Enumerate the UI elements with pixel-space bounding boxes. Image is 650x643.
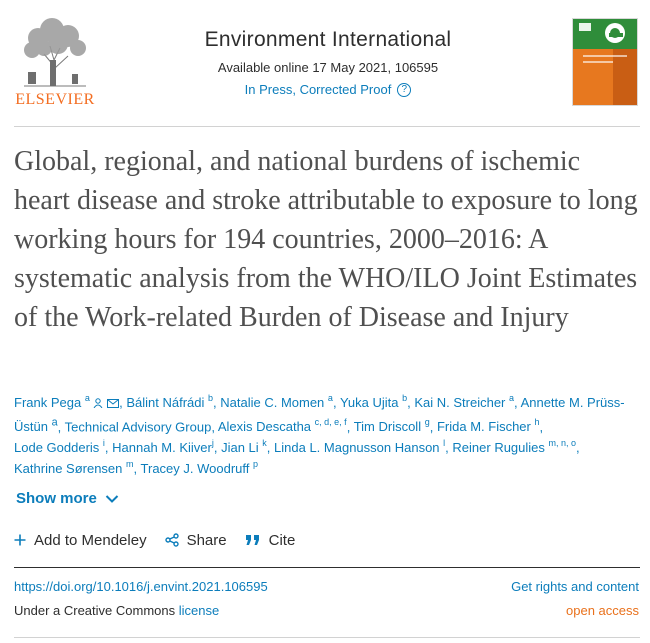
plus-icon (14, 534, 26, 546)
available-online-date: Available online 17 May 2021, 106595 (217, 60, 439, 75)
share-button[interactable] (165, 532, 227, 549)
show-more-button[interactable] (16, 490, 119, 507)
author-link[interactable]: Natalie C. Momen $^a$ (220, 392, 333, 410)
author-link[interactable]: Tim Driscoll $^g$ (353, 417, 430, 435)
share-label: Share (186, 531, 227, 549)
journal-name-link[interactable]: Environment International (204, 28, 452, 51)
author-link[interactable]: Alexis Descatha $^{c, d, e, f}$ (217, 417, 347, 435)
actions-divider (14, 567, 640, 568)
footer-divider (14, 637, 640, 638)
author-list: Frank Pega $^a$ , Bálint Náfrádi $^b$, Natalie C. Momen $^a$, Yuka Ujita $^b$, Kai N. Streicher $^a$, Annette M. Prüss-Üstün $^a$, Technical Advisory Group, Alexis Descatha $^{c, d, e, f}$, Tim Driscoll $^g$, Frida M. Fischer $^h$, Lode Godderis $^i$, Hannah M. Kiiver$^j$, Jian Li $^k$, Linda L. Magnusson Hanson $^l$, Reiner Rugulies $^{m, n, o}$, Kathrine Sørensen $^m$, Tracey J. Woodruff $^p$ (14, 392, 625, 477)
author-link[interactable]: Linda L. Magnusson Hanson $^l$ (274, 438, 446, 456)
help-icon[interactable]: ? (397, 83, 411, 97)
doi-link[interactable]: https://doi.org/10.1016/j.envint.2021.106595 (14, 579, 268, 594)
author-link[interactable]: Frida M. Fischer $^h$ (436, 417, 540, 435)
chevron-down-icon (105, 494, 119, 504)
author-link[interactable]: Kathrine Sørensen $^m$ (14, 459, 134, 477)
show-more-label: Show more (16, 490, 97, 507)
author-link[interactable]: Bálint Náfrádi $^b$ (126, 392, 214, 410)
license-prefix: Under a Creative Commons (14, 603, 176, 618)
article-actions (14, 530, 313, 550)
cite-button[interactable] (245, 532, 296, 549)
author-link[interactable]: Lode Godderis $^i$ (14, 438, 105, 456)
share-icon (165, 533, 179, 547)
author-link[interactable]: Tracey J. Woodruff $^p$ (140, 459, 259, 477)
license-line (14, 603, 219, 618)
tree-logo-icon (14, 16, 96, 90)
email-icon[interactable] (107, 399, 119, 408)
journal-info (134, 28, 522, 99)
publisher-logo[interactable] (14, 16, 96, 108)
author-link[interactable]: Yuka Ujita $^b$ (339, 392, 408, 410)
quote-icon (245, 534, 261, 546)
license-link[interactable]: license (178, 603, 220, 618)
author-link[interactable]: Jian Li $^k$ (221, 438, 267, 456)
add-to-mendeley-button[interactable] (14, 532, 147, 549)
cite-label: Cite (268, 531, 296, 549)
author-link[interactable]: Kai N. Streicher $^a$ (414, 392, 515, 410)
journal-cover-icon (573, 19, 637, 105)
article-title: Global, regional, and national burdens of ischemic heart disease and stroke attributable to exposure to long working hours for 194 countries, 2000–2016: A systematic analysis from the WHO/ILO Joint Estimates of the Work-related Burden of Disease and Injury (14, 146, 638, 333)
article-header (14, 14, 640, 114)
add-to-mendeley-label: Add to Mendeley (34, 531, 147, 549)
author-link[interactable]: Reiner Rugulies $^{m, n, o}$ (452, 438, 577, 456)
author-link[interactable]: Annette M. Prüss-Üstün $^a$ (14, 395, 625, 435)
author-link[interactable]: Hannah M. Kiiver$^j$ (112, 438, 214, 456)
journal-cover[interactable] (572, 18, 638, 106)
open-access-badge: open access (566, 603, 639, 618)
article-status-label[interactable]: In Press, Corrected Proof (244, 82, 392, 97)
get-rights-link[interactable]: Get rights and content (511, 579, 639, 594)
author-group-link[interactable]: Technical Advisory Group (64, 419, 212, 435)
header-divider (14, 126, 640, 127)
article-status[interactable] (245, 82, 412, 97)
author-link[interactable]: Frank Pega $^a$ (14, 395, 119, 410)
person-icon[interactable] (93, 398, 103, 408)
publisher-name: ELSEVIER (15, 91, 95, 108)
